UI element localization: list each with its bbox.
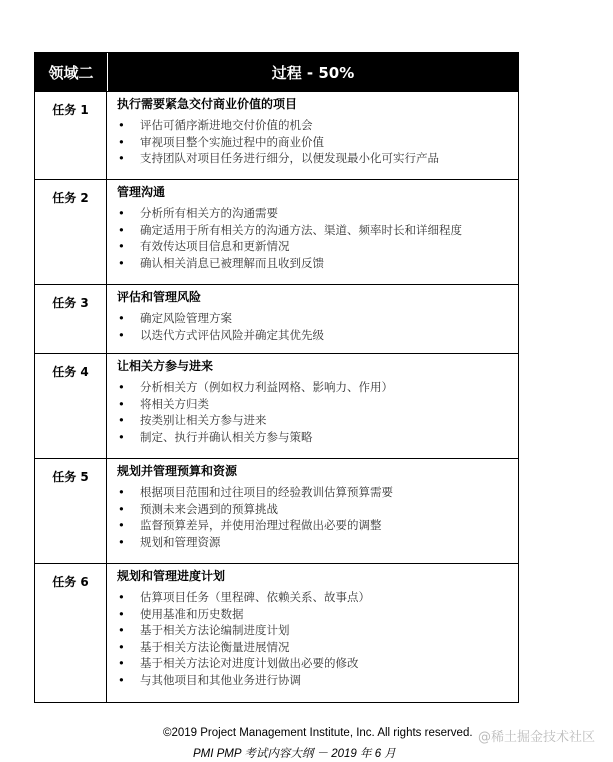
task-item: • 与其他项目和其他业务进行协调 — [117, 672, 518, 689]
task-item: • 规划和管理资源 — [117, 534, 518, 551]
task-item: • 确认相关消息已被理解而且收到反馈 — [117, 255, 518, 272]
task-item: • 按类别让相关方参与进来 — [117, 412, 518, 429]
task-item: • 确定适用于所有相关方的沟通方法、渠道、频率时长和详细程度 — [117, 222, 518, 239]
task-title: 规划和管理进度计划 — [117, 569, 226, 583]
table-header — [35, 53, 518, 91]
task-title: 规划并管理预算和资源 — [117, 464, 238, 478]
task-item: • 审视项目整个实施过程中的商业价值 — [117, 134, 518, 151]
task-item: • 预测未来会遇到的预算挑战 — [117, 501, 518, 518]
task-label: 任务 6 — [35, 564, 107, 702]
task-label: 任务 4 — [35, 354, 107, 458]
task-title: 管理沟通 — [117, 185, 166, 199]
task-item: • 制定、执行并确认相关方参与策略 — [117, 429, 518, 446]
task-item: • 估算项目任务（里程碑、依赖关系、故事点） — [117, 589, 518, 606]
task-item: • 以迭代方式评估风险并确定其优先级 — [117, 327, 518, 344]
task-items — [117, 117, 518, 167]
task-row — [35, 458, 518, 563]
task-row — [35, 284, 518, 353]
task-row — [35, 179, 518, 284]
task-item: • 基于相关方法论编制进度计划 — [117, 622, 518, 639]
task-row — [35, 353, 518, 458]
task-row — [35, 91, 518, 179]
task-label: 任务 1 — [35, 92, 107, 179]
task-item: • 基于相关方法论对进度计划做出必要的修改 — [117, 655, 518, 672]
task-item: • 确定风险管理方案 — [117, 310, 518, 327]
task-item: • 分析所有相关方的沟通需要 — [117, 205, 518, 222]
task-label: 任务 5 — [35, 459, 107, 563]
task-item: • 使用基准和历史数据 — [117, 606, 518, 623]
footer-subtitle: PMI PMP 考试内容大纲 － 2019 年 6 月 — [193, 748, 396, 760]
process-heading: 过程 - 50% — [271, 63, 355, 82]
task-label: 任务 3 — [35, 285, 107, 353]
domain-table — [34, 52, 519, 703]
task-item: • 将相关方归类 — [117, 396, 518, 413]
task-item: • 支持团队对项目任务进行细分，以便发现最小化可实行产品 — [117, 150, 518, 167]
task-row — [35, 563, 518, 702]
task-title: 让相关方参与进来 — [117, 359, 214, 373]
task-title: 执行需要紧急交付商业价值的项目 — [117, 97, 298, 111]
task-item: • 根据项目范围和过往项目的经验教训估算预算需要 — [117, 484, 518, 501]
task-title: 评估和管理风险 — [117, 290, 202, 304]
task-item: • 监督预算差异，并使用治理过程做出必要的调整 — [117, 517, 518, 534]
domain-heading: 领域二 — [35, 53, 108, 91]
task-item: • 基于相关方法论衡量进展情况 — [117, 639, 518, 656]
task-items — [117, 205, 518, 271]
task-item: • 分析相关方（例如权力利益网格、影响力、作用） — [117, 379, 518, 396]
copyright: ©2019 Project Management Institute, Inc. All rights reserved. — [163, 727, 473, 739]
task-label: 任务 2 — [35, 180, 107, 284]
task-item: • 评估可循序渐进地交付价值的机会 — [117, 117, 518, 134]
task-items — [117, 589, 518, 688]
task-item: • 有效传达项目信息和更新情况 — [117, 238, 518, 255]
task-items — [117, 310, 518, 343]
task-items — [117, 484, 518, 550]
task-items — [117, 379, 518, 445]
watermark: @稀土掘金技术社区 — [478, 730, 596, 745]
